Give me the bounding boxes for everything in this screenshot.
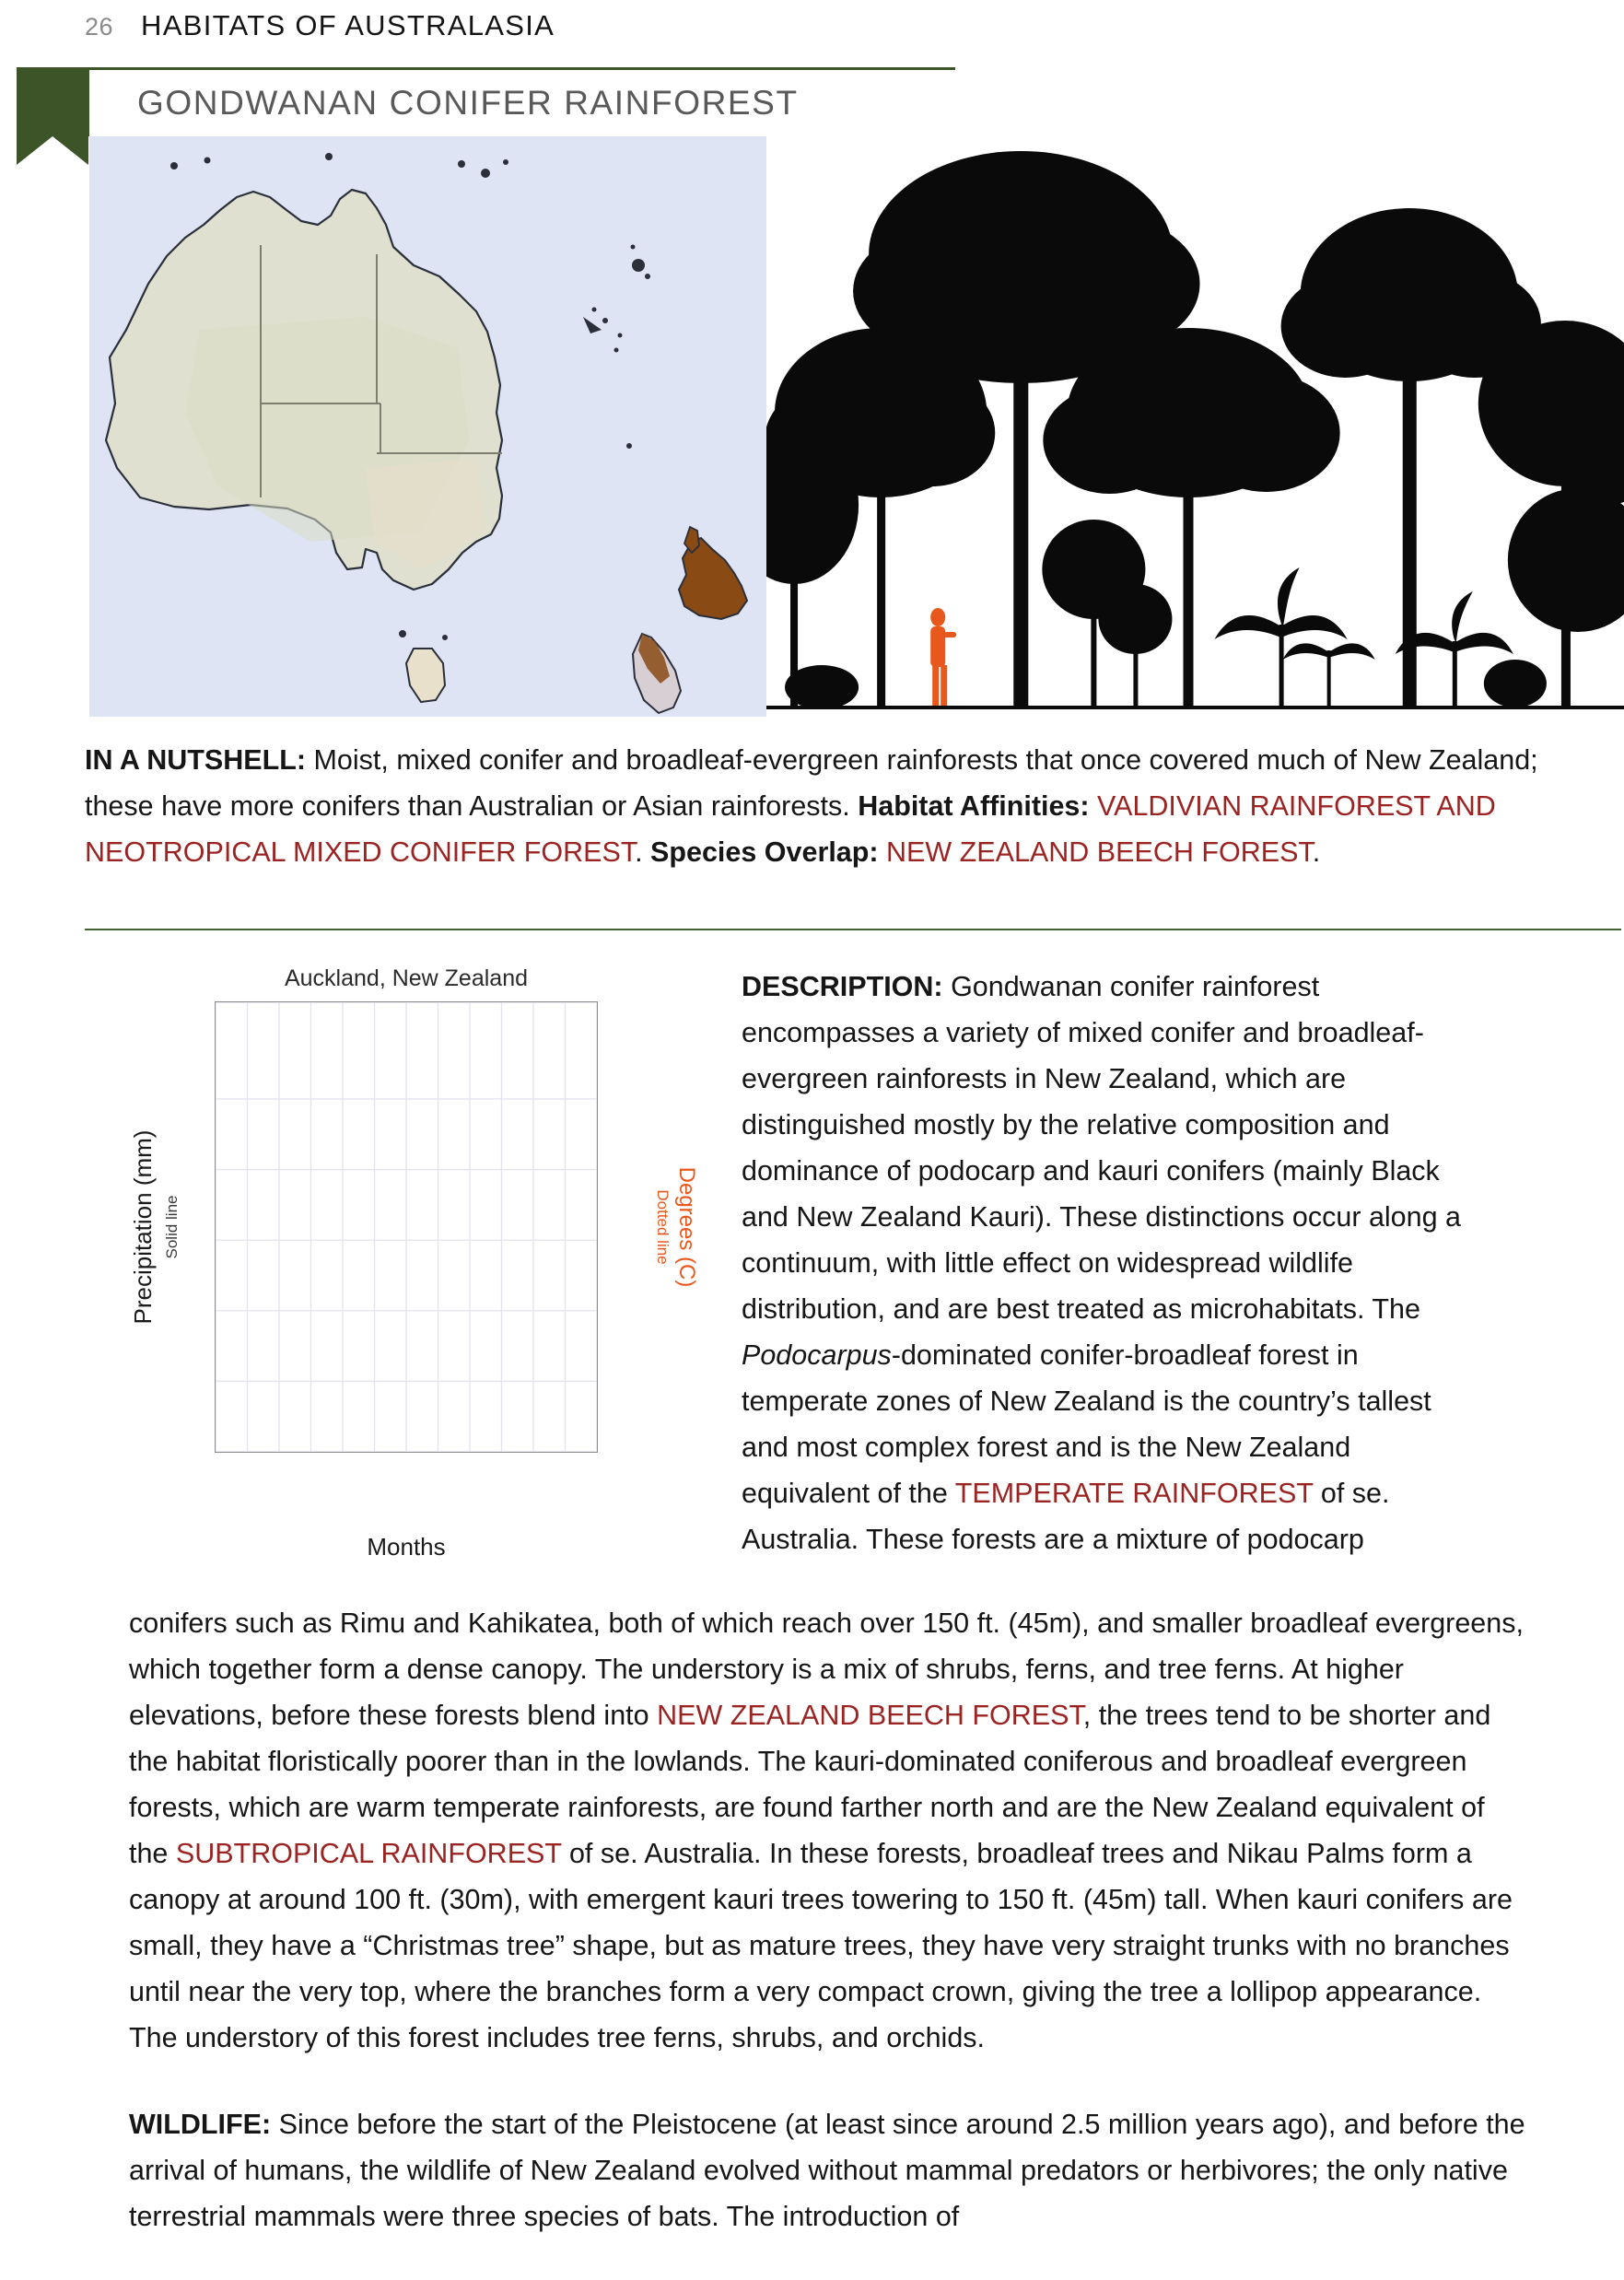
map-icon (89, 136, 766, 717)
chart-title: Auckland, New Zealand (284, 965, 529, 991)
y-axis-left-label: Precipitation (mm) (129, 1129, 157, 1325)
body-text (129, 1600, 1529, 2280)
wildlife-label: WILDLIFE: (129, 2109, 272, 2140)
page-number: 26 (85, 13, 114, 41)
climate-chart-svg (120, 958, 709, 1566)
nz-beech-forest-link: NEW ZEALAND BEECH FOREST (657, 1700, 1083, 1731)
nutshell-text-2: . (635, 836, 651, 868)
wildlife-text: Since before the start of the Pleistocene (at least since around 2.5 million years ago), and before the arrival of humans, the wildlife of New Zealand evolved without mammal predators or herbivores; the only native terrestrial mammals were three species of bats. The introduction of (129, 2109, 1525, 2232)
climate-chart (120, 958, 709, 1566)
description-paragraph (742, 964, 1478, 1562)
habitat-affinities-value: VALDIVIAN RAINFOREST AND NEOTROPICAL MIXED CONIFER FOREST (85, 790, 1496, 868)
body-p1-c: of se. Australia. In these forests, broadleaf trees and Nikau Palms form a canopy at around 100 ft. (30m), with emergent kauri trees towering to 150 ft. (45m) tall. When kauri conifers are small, they have a “Christmas tree” shape, but as mature trees, they have very straight trunks with no branches until near the very top, where the branches form a very compact crown, giving the tree a lollipop appearance. The understory of this forest includes tree ferns, shrubs, and orchids. (129, 1838, 1513, 2053)
description-part-3: of se. Australia. These forests are a mixture of podocarp (742, 1478, 1390, 1555)
description-part-2: -dominated conifer-broadleaf forest in temperate zones of New Zealand is the country’s tallest and most complex forest and is the New Zealand equivalent of the (742, 1339, 1431, 1509)
temperate-rainforest-link: TEMPERATE RAINFOREST (954, 1478, 1314, 1509)
species-overlap-label: Species Overlap: (650, 836, 879, 868)
habitat-profile-illustration (766, 136, 1624, 717)
description-label: DESCRIPTION: (742, 971, 943, 1002)
page-title: GONDWANAN CONIFER RAINFOREST (137, 84, 799, 122)
y-axis-left-sublabel: Solid line (163, 1195, 181, 1259)
section-divider (85, 929, 1621, 930)
media-strip (89, 136, 1624, 717)
habitat-affinities-label: Habitat Affinities: (858, 790, 1090, 822)
description-genus-italic: Podocarpus (742, 1339, 892, 1371)
section-tab-marker (17, 67, 89, 136)
subtropical-rainforest-link: SUBTROPICAL RAINFOREST (175, 1838, 562, 1869)
body-p1-a: conifers such as Rimu and Kahikatea, both of which reach over 150 ft. (45m), and smaller broadleaf evergreens, which together form a dense canopy. The understory is a mix of shrubs, ferns, and tree ferns. At higher elevations, before these forests blend into (129, 1608, 1524, 1731)
wildlife-paragraph (129, 2101, 1529, 2239)
running-head-title: HABITATS OF AUSTRALASIA (141, 9, 555, 41)
habitat-title-bar (89, 67, 955, 136)
nutshell-text-1: Moist, mixed conifer and broadleaf-evergreen rainforests that once covered much of New Zealand; these have more conifers than Australian or Asian rainforests. (85, 744, 1538, 822)
y-axis-right-label: Degrees (C) (674, 1166, 699, 1288)
x-axis-label: Months (367, 1533, 446, 1561)
nutshell-label: IN A NUTSHELL: (85, 744, 307, 776)
species-overlap-value: NEW ZEALAND BEECH FOREST (878, 836, 1313, 868)
forest-silhouette-icon (766, 136, 1624, 717)
body-paragraph-1 (129, 1600, 1529, 2061)
description-part-1: Gondwanan conifer rainforest encompasses a variety of mixed conifer and broadleaf-evergreen rainforests in New Zealand, which are distinguished mostly by the relative composition and dominance of podocarp and kauri conifers (mainly Black and New Zealand Kauri). These distinctions occur along a continuum, with little effect on widespread wildlife distribution, and are best treated as microhabitats. The (742, 971, 1462, 1325)
body-p1-b: , the trees tend to be shorter and the habitat floristically poorer than in the lowlands. The kauri-dominated coniferous and broadleaf evergreen forests, which are warm temperate rainforests, are found farther north and are the New Zealand equivalent of the (129, 1700, 1491, 1869)
y-axis-right-sublabel: Dotted line (654, 1189, 672, 1265)
nutshell-text-3: . (1312, 836, 1321, 868)
distribution-map (89, 136, 766, 717)
in-a-nutshell-paragraph (85, 737, 1545, 875)
running-head (85, 9, 555, 42)
